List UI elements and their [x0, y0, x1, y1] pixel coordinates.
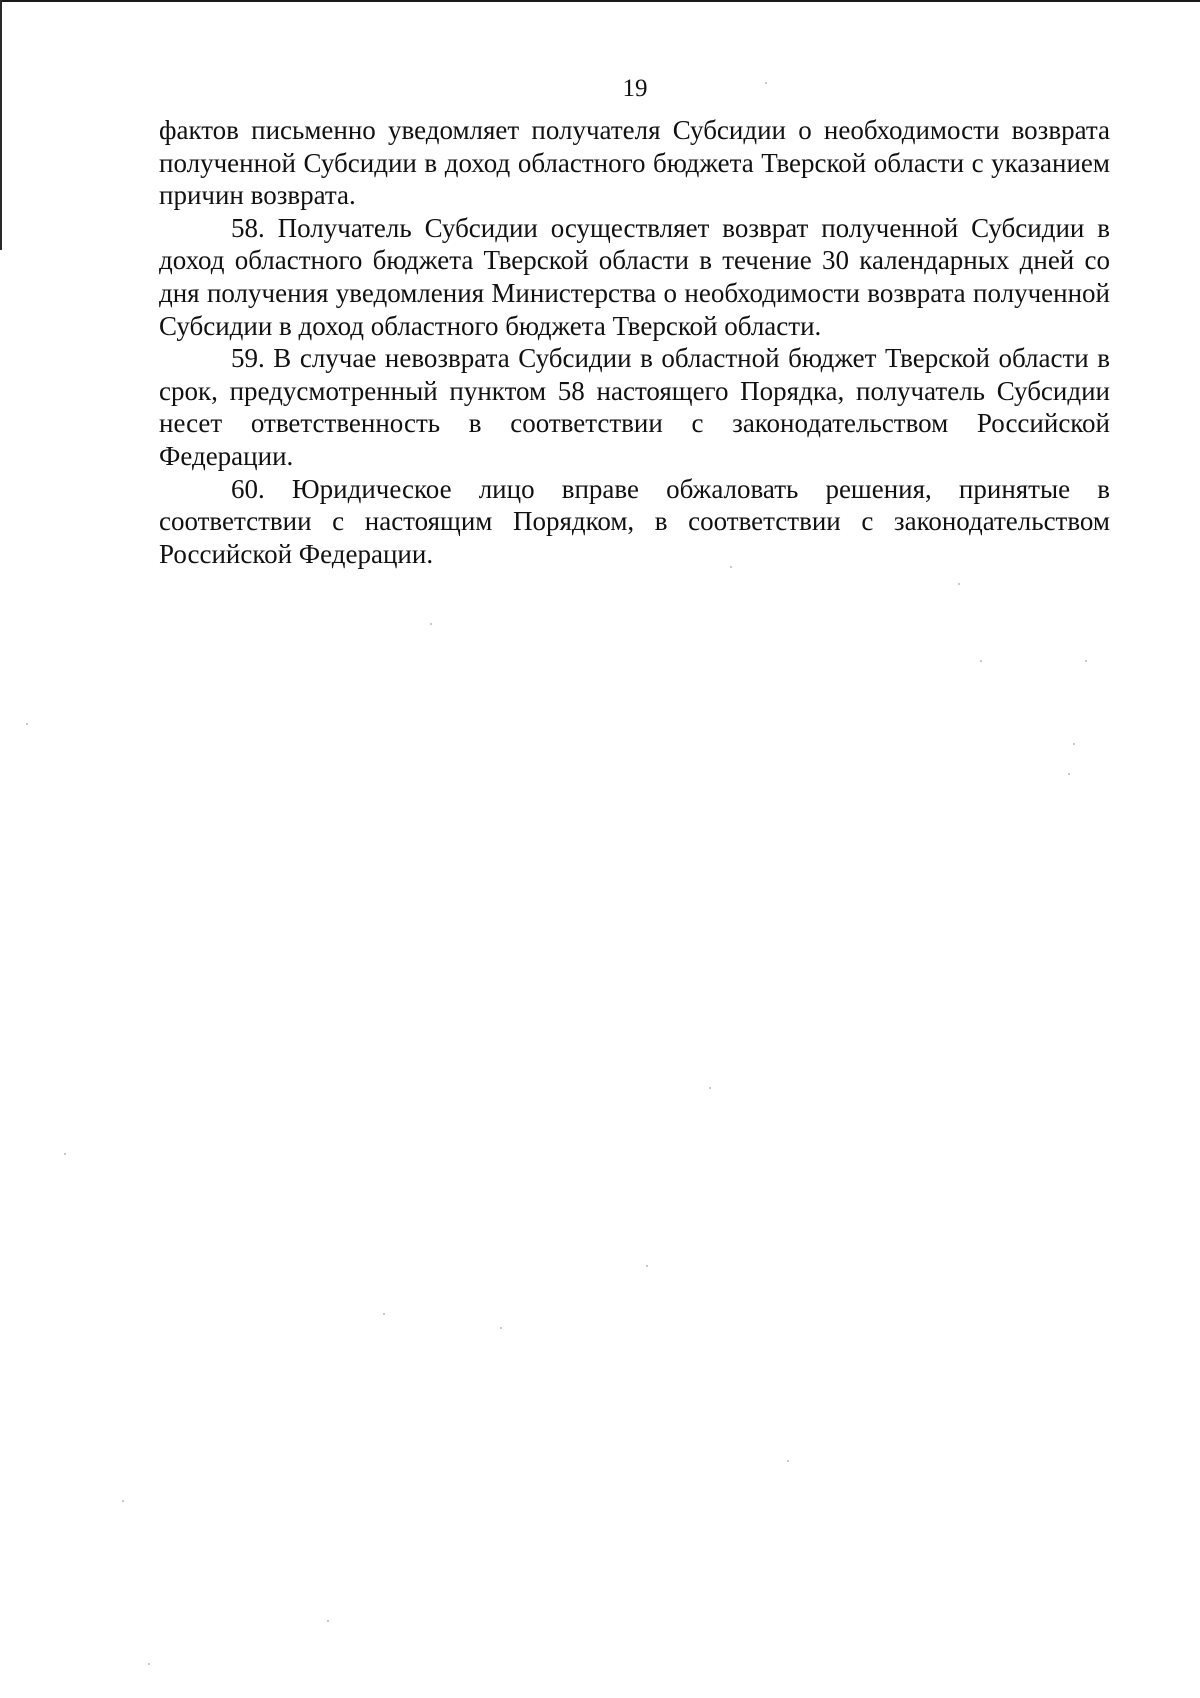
scan-speck — [64, 1153, 66, 1155]
scan-speck — [1085, 660, 1087, 662]
scan-speck — [148, 1663, 150, 1665]
scan-speck — [26, 723, 28, 725]
scan-speck — [327, 1620, 329, 1622]
scan-speck — [958, 583, 960, 585]
paragraph-item-60: 60. Юридическое лицо вправе обжаловать решения, принятые в соответствии с настоящим Порядком, в соответствии с законодательством Российской Федерации. — [159, 473, 1110, 569]
scan-speck — [383, 1313, 385, 1315]
page-number: 19 — [622, 75, 648, 102]
scan-speck — [730, 566, 732, 568]
scan-speck — [430, 623, 432, 625]
scan-speck — [765, 82, 767, 84]
scan-speck — [1068, 773, 1070, 775]
paragraph-continuation: фактов письменно уведомляет получателя Субсидии о необходимости возврата полученной Субсидии в доход областного бюджета Тверской области с указанием причин возврата. — [159, 115, 1110, 211]
scan-speck — [500, 1327, 502, 1329]
paragraph-item-59: 59. В случае невозврата Субсидии в областной бюджет Тверской области в срок, предусмотренный пунктом 58 настоящего Порядка, получатель Субсидии несет ответственность в соответствии с законодательством Российской Федерации. — [159, 343, 1110, 471]
scan-speck — [646, 1265, 648, 1267]
scan-speck — [122, 1500, 124, 1502]
scan-edge-left — [0, 0, 2, 250]
paragraph-item-58: 58. Получатель Субсидии осуществляет возврат полученной Субсидии в доход областного бюджета Тверской области в течение 30 календарных дней со дня получения уведомления Министерства о необходимости возврата полученной Субсидии в доход областного бюджета Тверской области. — [159, 212, 1110, 341]
scan-speck — [980, 660, 982, 662]
document-body — [159, 114, 1110, 570]
scan-speck — [1073, 743, 1075, 745]
scan-edge-top — [0, 0, 1200, 2]
scan-speck — [709, 1087, 711, 1089]
scan-speck — [787, 1460, 789, 1462]
